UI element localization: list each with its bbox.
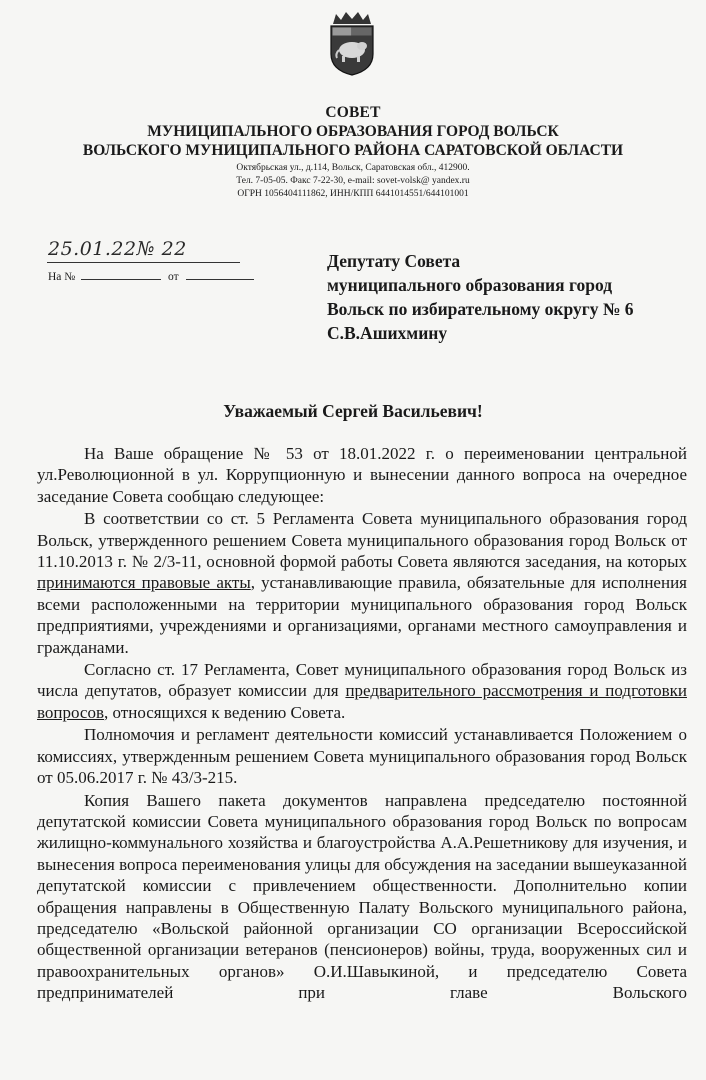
district-title: ВОЛЬСКОГО МУНИЦИПАЛЬНОГО РАЙОНА САРАТОВСКОЙ ОБЛАСТИ — [82, 142, 624, 159]
reference-date-blank — [186, 279, 254, 280]
paragraph: На Ваше обращение № 53 от 18.01.2022 г. о переименовании центральной ул.Революционной в ул. Коррупционную и вынесении данного вопроса на очередное заседание Совета сообщаю следующее: — [37, 444, 687, 506]
addressee-line: муниципального образования город — [327, 275, 613, 295]
reference-number-blank — [81, 279, 161, 280]
handwritten-date-number: 25.01.22№ 22 — [48, 238, 187, 260]
addressee-line: Вольск по избирательному округу № 6 — [327, 299, 634, 319]
paragraph-text: , относящихся к ведению Совета. — [104, 702, 346, 722]
paragraph: Полномочия и регламент деятельности комиссий устанавливается Положением о комиссиях, утвержденным решением Совета муниципального образования город Вольск от 05.06.2017 г. № 43/3-215. — [37, 725, 687, 788]
council-title: СОВЕТ — [325, 104, 381, 121]
addressee-name: С.В.Ашихмину — [327, 323, 448, 343]
ogrn-line: ОГРН 1056404111862, ИНН/КПП 6441014551/644101001 — [237, 189, 469, 199]
contacts-line: Тел. 7-05-05. Факс 7-22-30, e-mail: sovet-volsk@ yandex.ru — [236, 176, 470, 186]
salutation: Уважаемый Сергей Васильевич! — [223, 401, 483, 421]
date-underline — [47, 262, 240, 263]
letter-body — [37, 443, 687, 1005]
paragraph: Копия Вашего пакета документов направлена председателю постоянной депутатской комиссии Совета муниципального образования город Вольск по вопросам жилищно-коммунального хозяйства и благоустройства А.А.Решетникову для изучения, и вынесения вопроса переименования улицы для обсуждения на заседании вышеуказанной депутатской комиссии с привлечением общественности. Дополнительно копии обращения направлены в Общественную Палату Вольского муниципального района, председателю «Вольской районной организации СО организации Всероссийской общественной организации ветеранов (пенсионеров) войны, труда, вооруженных сил и правоохранительных органов» О.И.Шавыкиной, и председателю Совета предпринимателей при главе Вольского — [37, 790, 687, 1003]
reference-number-label: На № — [48, 271, 76, 283]
addressee-line: Депутату Совета — [327, 251, 461, 271]
underlined-text: предварительного рассмотрения и подготовки вопросов — [37, 681, 687, 722]
reference-row — [48, 271, 254, 283]
municipality-title: МУНИЦИПАЛЬНОГО ОБРАЗОВАНИЯ ГОРОД ВОЛЬСК — [147, 123, 559, 140]
paragraph — [37, 659, 687, 723]
paragraph-text: Согласно ст. 17 Регламента, Совет муниципального образования город Вольск из числа депутатов, образует комиссии для — [37, 660, 687, 701]
coat-of-arms-icon — [327, 10, 377, 76]
paragraph — [37, 508, 687, 658]
paragraph-text: В соответствии со ст. 5 Регламента Совета муниципального образования город Вольск, утвержденного решением Совета муниципального образования город Вольск от 11.10.2013 г. № 2/3-11, основной формой работы Совета являются заседания, на которых — [37, 509, 687, 572]
reference-date-label: от — [168, 271, 179, 283]
paragraph-text: , устанавливающие правила, обязательные для исполнения всеми расположенными на территории муниципального образования город Вольск предприятиями, учреждениями и организациями, органами местного самоуправления и гражданами. — [37, 573, 687, 657]
underlined-text: принимаются правовые акты — [37, 573, 251, 593]
addressee-block — [327, 249, 687, 345]
address-line: Октябрьская ул., д.114, Вольск, Саратовская обл., 412900. — [236, 163, 470, 173]
